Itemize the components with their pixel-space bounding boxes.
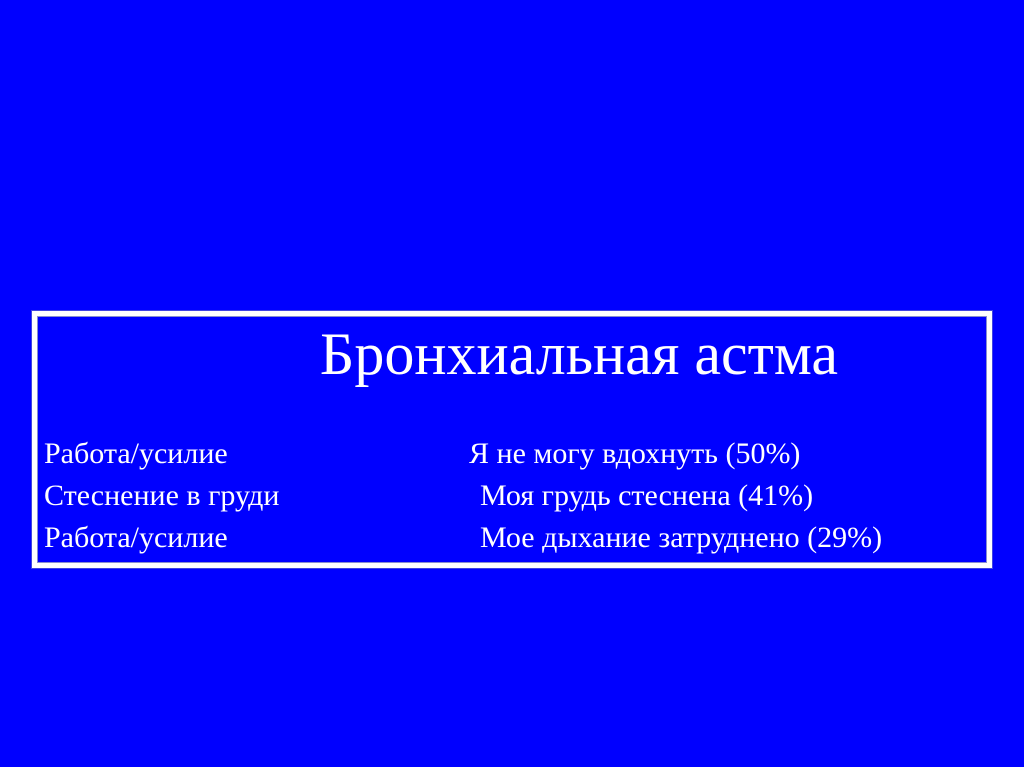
row-value: Я не могу вдохнуть (50%) xyxy=(469,437,801,470)
slide-title: Бронхиальная астма xyxy=(319,321,839,387)
row-label: Стеснение в груди xyxy=(44,479,280,512)
row-value: Мое дыхание затруднено (29%) xyxy=(480,521,883,554)
table-row xyxy=(44,475,987,517)
row-label: Работа/усилие xyxy=(44,521,228,554)
row-label: Работа/усилие xyxy=(44,437,228,470)
content-panel xyxy=(32,311,992,568)
table-row xyxy=(44,517,987,559)
row-value: Моя грудь стеснена (41%) xyxy=(480,479,814,512)
table-row xyxy=(44,433,987,475)
symptom-table xyxy=(44,433,987,559)
